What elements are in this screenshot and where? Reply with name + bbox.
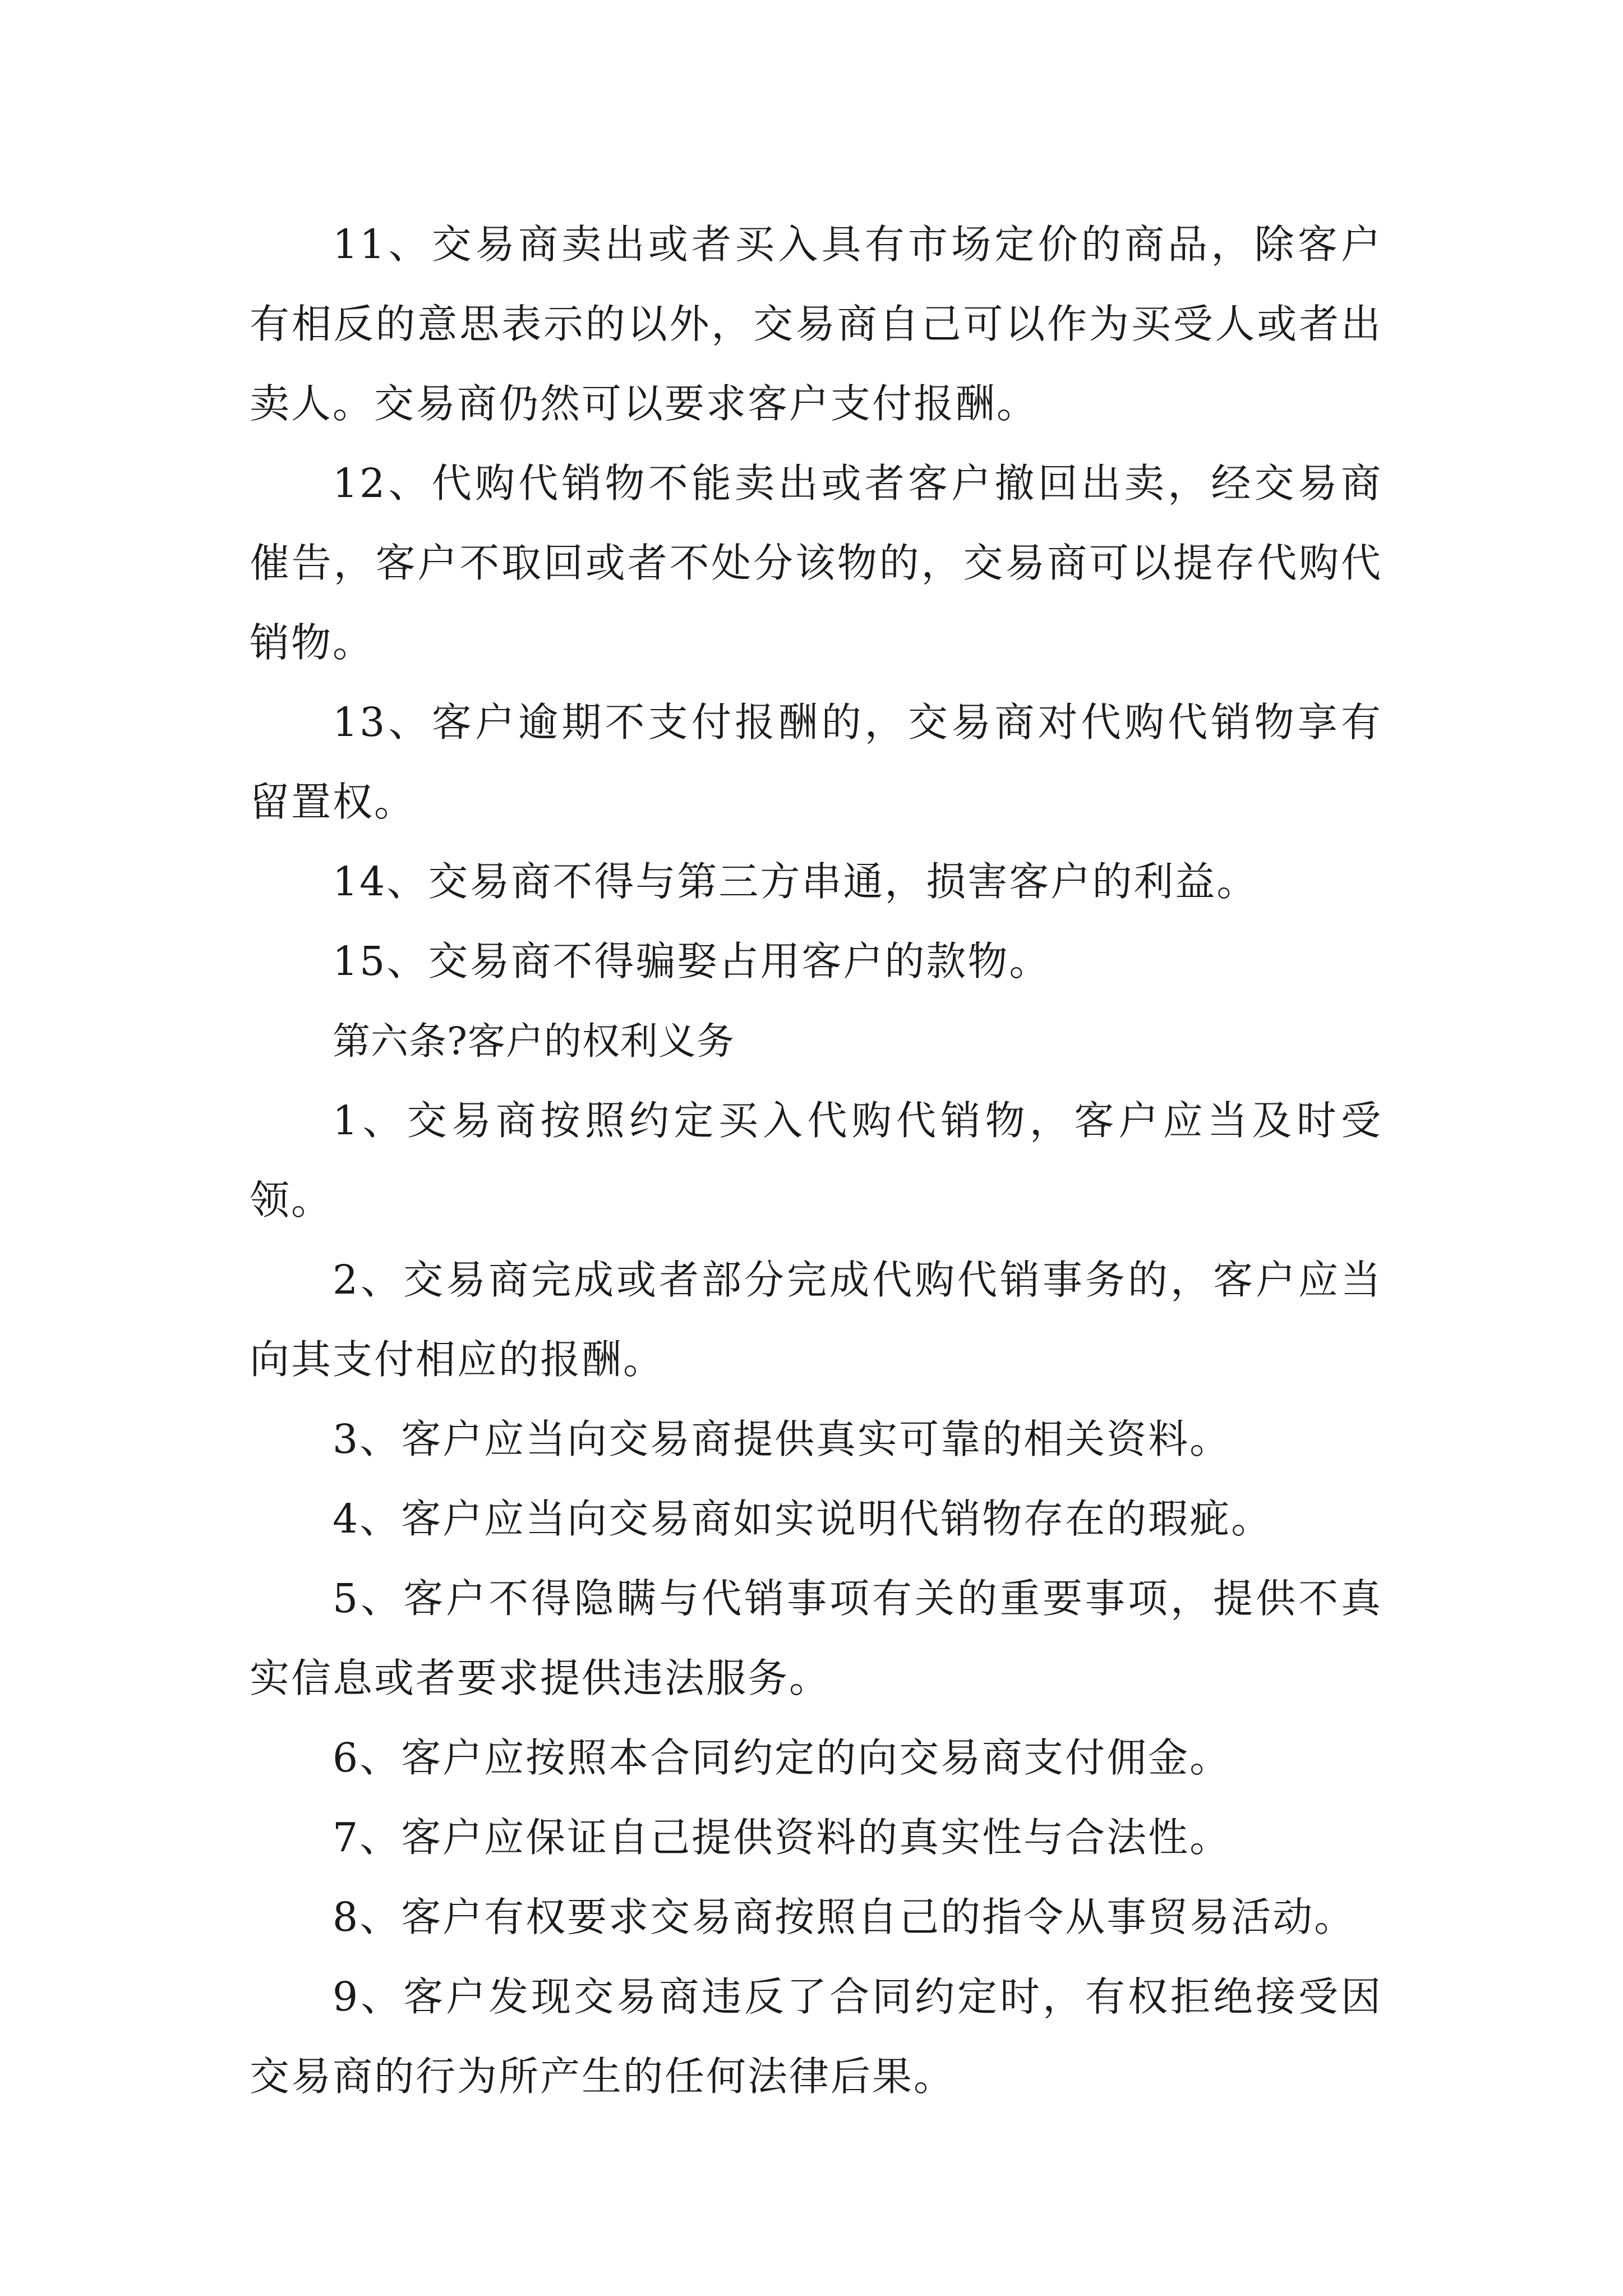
clause-13: 13、客户逾期不支付报酬的，交易商对代购代销物享有留置权。 [250,699,1382,825]
customer-clause-7: 7、客户应保证自己提供资料的真实性与合法性。 [333,1814,1232,1861]
clause-15: 15、交易商不得骗娶占用客户的款物。 [333,938,1051,984]
customer-clause-6: 6、客户应按照本合同约定的向交易商支付佣金。 [333,1734,1232,1781]
customer-clause-1: 1、交易商按照约定买入代购代销物，客户应当及时受领。 [250,1097,1382,1223]
article-6-heading: 第六条?客户的权利义务 [333,1019,735,1063]
customer-clause-4: 4、客户应当向交易商如实说明代销物存在的瑕疵。 [333,1496,1273,1542]
clause-11: 11、交易商卖出或者买入具有市场定价的商品，除客户有相反的意思表示的以外，交易商自己可以作为买受人或者出卖人。交易商仍然可以要求客户支付报酬。 [250,221,1382,427]
document-body [250,205,1382,2116]
customer-clause-9: 9、客户发现交易商违反了合同约定时，有权拒绝接受因交易商的行为所产生的任何法律后果。 [250,1973,1382,2100]
customer-clause-5: 5、客户不得隐瞒与代销事项有关的重要事项，提供不真实信息或者要求提供违法服务。 [250,1575,1382,1701]
customer-clause-8: 8、客户有权要求交易商按照自己的指令从事贸易活动。 [333,1894,1356,1940]
clause-12: 12、代购代销物不能卖出或者客户撤回出卖，经交易商催告，客户不取回或者不处分该物的，交易商可以提存代购代销物。 [250,460,1382,666]
customer-clause-2: 2、交易商完成或者部分完成代购代销事务的，客户应当向其支付相应的报酬。 [250,1257,1382,1383]
customer-clause-3: 3、客户应当向交易商提供真实可靠的相关资料。 [333,1416,1232,1462]
clause-14: 14、交易商不得与第三方串通，损害客户的利益。 [333,858,1258,905]
